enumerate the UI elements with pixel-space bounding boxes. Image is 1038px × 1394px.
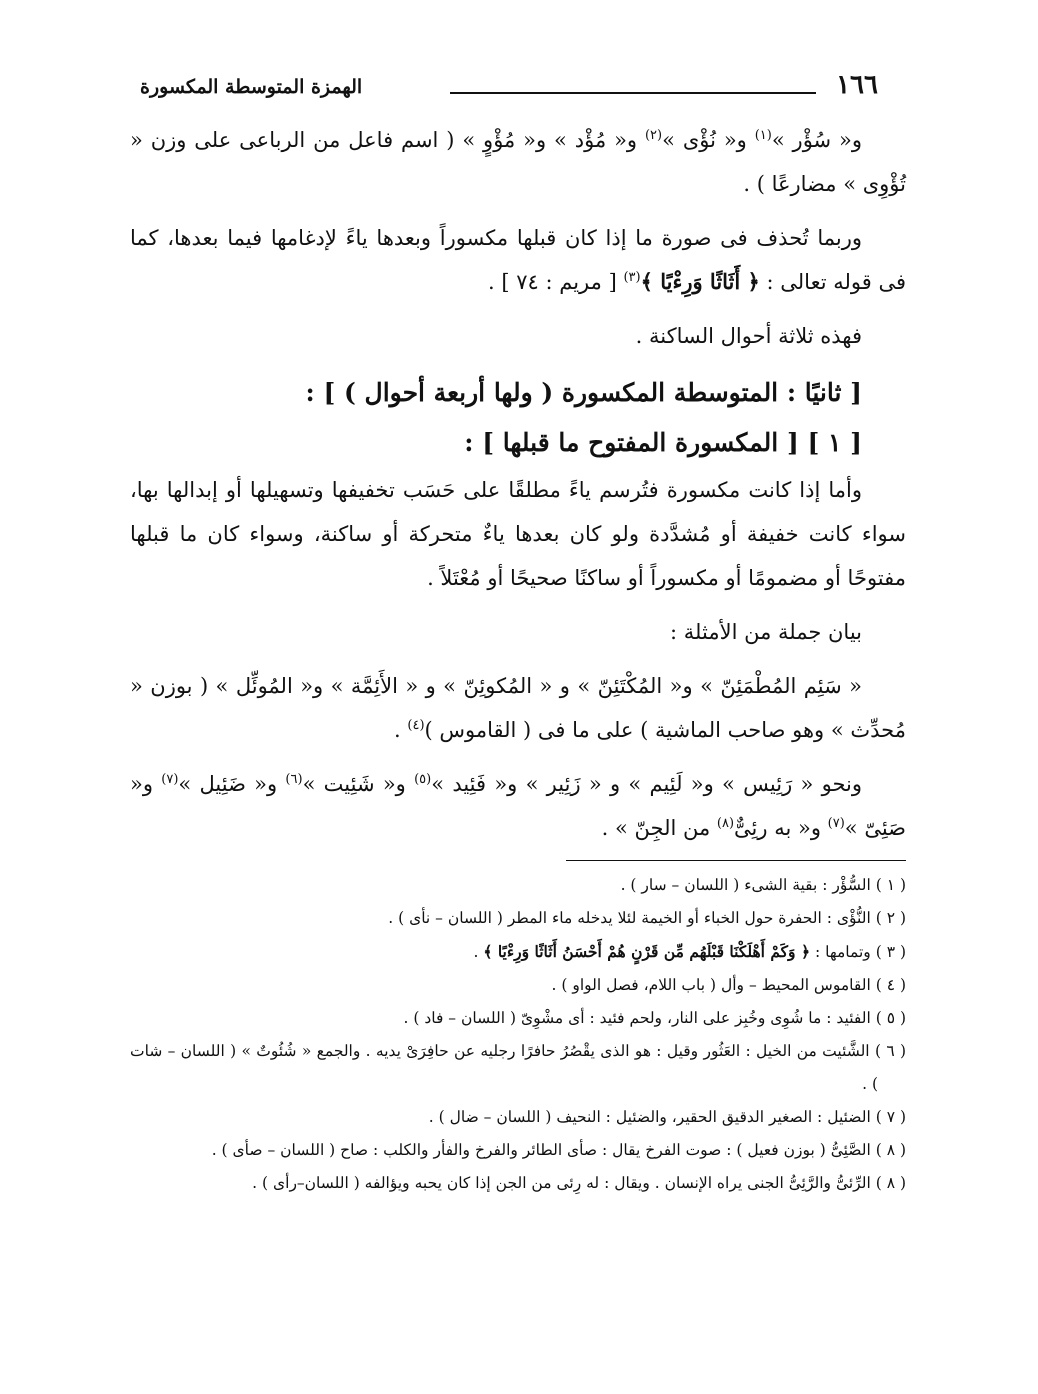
text-run: . <box>394 718 408 742</box>
running-title: الهمزة المتوسطة المكسورة <box>140 76 363 98</box>
footnote-ref: (٨) <box>716 816 735 831</box>
footnote-ref: (٣) <box>623 270 641 285</box>
paragraph-6 <box>130 664 906 752</box>
footnote-text: الضئيل : الصغير الدقيق الحقير، والضئيل : النحيف ( اللسان – ضال ) . <box>428 1108 871 1126</box>
header-rule <box>450 92 816 94</box>
footnote-ref: (٥) <box>414 772 432 787</box>
quran-verse: ﴿ وَكَمْ أَهْلَكْنَا قَبْلَهُم مِّن قَرْنٍ هُمْ أَحْسَنُ أَثَاثًا وَرِءْيًا ﴾ <box>483 942 811 961</box>
footnote-number: ( ٤ ) <box>875 976 906 994</box>
paragraph-4: وأما إذا كانت مكسورة فتُرسم ياءً مطلقًا على حَسَب تخفيفها وتسهيلها أو إبدالها بها، سواء كانت خفيفة أو مُشدَّدة ولو كان بعدها ياءٌ متحركة أو ساكنة، وسواء كان ما قبلها مفتوحًا أو مضمومًا أو مكسوراً أو ساكنًا صحيحًا أو مُعْتَلاً . <box>130 478 906 590</box>
text-run: و« صَئِىّ » <box>130 772 906 840</box>
text-run: و« به رئِىٌّ <box>734 816 828 840</box>
section-heading: [ ثانيًا : المتوسطة المكسورة ( ولها أربعة أحوال ) ] : <box>305 378 862 407</box>
footnotes <box>130 869 906 1200</box>
footnote-ref: (٦) <box>285 772 303 787</box>
footnote-number: ( ٢ ) <box>875 909 906 927</box>
page-number: ١٦٦ <box>836 70 878 100</box>
text-run: و« مُؤْد » و« مُؤْوٍ » ( اسم فاعل من الرباعى على وزن « تُؤْوِى » مضارعًا ) . <box>130 128 906 196</box>
footnote-ref: (٧) <box>161 772 179 787</box>
footnote-2 <box>130 902 906 935</box>
paragraph-3: فهذه ثلاثة أحوال الساكنة . <box>635 324 862 348</box>
footnote-number: ( ٦ ) <box>874 1042 907 1060</box>
footnote-ref: (٤) <box>407 718 425 733</box>
text-run: وربما تُحذف فى صورة ما إذا كان قبلها مكسوراً وبعدها ياءً لإدغامها فيما بعدها، كما فى قوله تعالى : <box>130 226 906 294</box>
footnote-5 <box>130 1002 906 1035</box>
text-run: ونحو « رَئِيس » و« لَئِيم » و « زَئِير » و« فَئِيد » <box>431 772 862 796</box>
text-run: و« سُؤْر » <box>771 128 862 152</box>
footnote-3 <box>130 935 906 969</box>
footnote-number: ( ٨ ) <box>875 1141 906 1159</box>
footnote-7 <box>130 1101 906 1134</box>
footnote-text: وتمامها : <box>810 943 871 961</box>
text-run: [ مريم : ٧٤ ] . <box>488 270 624 294</box>
footnote-number: ( ٧ ) <box>875 1108 906 1126</box>
footnote-number: ( ٨ ) <box>875 1174 906 1192</box>
footnote-number: ( ١ ) <box>875 876 906 894</box>
paragraph-2 <box>130 216 906 304</box>
page-body <box>130 118 906 1200</box>
text-run: « سَئِم المُطْمَئِنّ » و« المُكْتَئِنّ » و « المُكوئِنّ » و « الأَئِمَّة » و« المُوئِّل » ( بوزن « مُحدِّث » وهو صاحب الماشية ) على ما فى ( القاموس ) <box>130 674 906 742</box>
text-run: من الجِنّ » . <box>601 816 717 840</box>
footnote-text: السُّؤْر : بقية الشىء ( اللسان – سار ) . <box>620 876 871 894</box>
footnote-8 <box>130 1134 906 1167</box>
footnote-text: الصَّئِىُّ ( بوزن فعيل ) : صوت الفرخ يقال : صأى الطائر والفرخ والفأر والكلب : صاح ( اللسان – صأى ) . <box>211 1141 871 1159</box>
quran-verse: ﴿ أَثَاثًا وَرِءْيًا ﴾ <box>640 269 760 294</box>
footnote-text: . <box>473 943 484 961</box>
text-run: و« ضَئِيل » <box>178 772 286 796</box>
paragraph-5: بيان جملة من الأمثلة : <box>670 620 862 644</box>
footnote-separator <box>566 860 906 861</box>
paragraph-1 <box>130 118 906 206</box>
footnote-4 <box>130 969 906 1002</box>
footnote-text: الشَّئيت من الخيل : العَثُور وقيل : هو الذى يقْصُرُ حافرًا رجليه عن حافِرَىْ يديه . والجمع « شُئُوتٌ » ( اللسان – شات ) . <box>130 1042 878 1093</box>
footnote-text: الرِّئىُّ والرَّئِىُّ الجنى يراه الإنسان . ويقال : له رِئى من الجن إذا كان يحبه ويؤالفه ( اللسان–رأى ) . <box>252 1174 871 1192</box>
text-run: و« نُؤْى » <box>662 128 755 152</box>
footnote-text: الفئيد : ما شُوِى وخُبِز على النار، ولحم فئيد : أى مشْوِىّ ( اللسان – فاد ) . <box>403 1009 871 1027</box>
footnote-text: النُّؤْى : الحفرة حول الخباء أو الخيمة لئلا يدخله ماء المطر ( اللسان – نأى ) . <box>388 909 871 927</box>
footnote-9 <box>130 1167 906 1200</box>
footnote-number: ( ٣ ) <box>875 943 906 961</box>
footnote-ref: (٢) <box>644 128 663 143</box>
footnote-6 <box>130 1035 906 1101</box>
paragraph-7 <box>130 762 906 850</box>
page-header <box>140 70 878 110</box>
footnote-1 <box>130 869 906 902</box>
footnote-text: القاموس المحيط – وأل ( باب اللام، فصل الواو ) . <box>551 976 871 994</box>
footnote-number: ( ٥ ) <box>875 1009 906 1027</box>
subsection-heading: [ ١ ] [ المكسورة المفتوح ما قبلها ] : <box>464 428 862 457</box>
footnote-ref: (١) <box>754 128 772 143</box>
footnote-ref: (٧) <box>827 816 845 831</box>
text-run: و« شَئِيت » <box>302 772 415 796</box>
